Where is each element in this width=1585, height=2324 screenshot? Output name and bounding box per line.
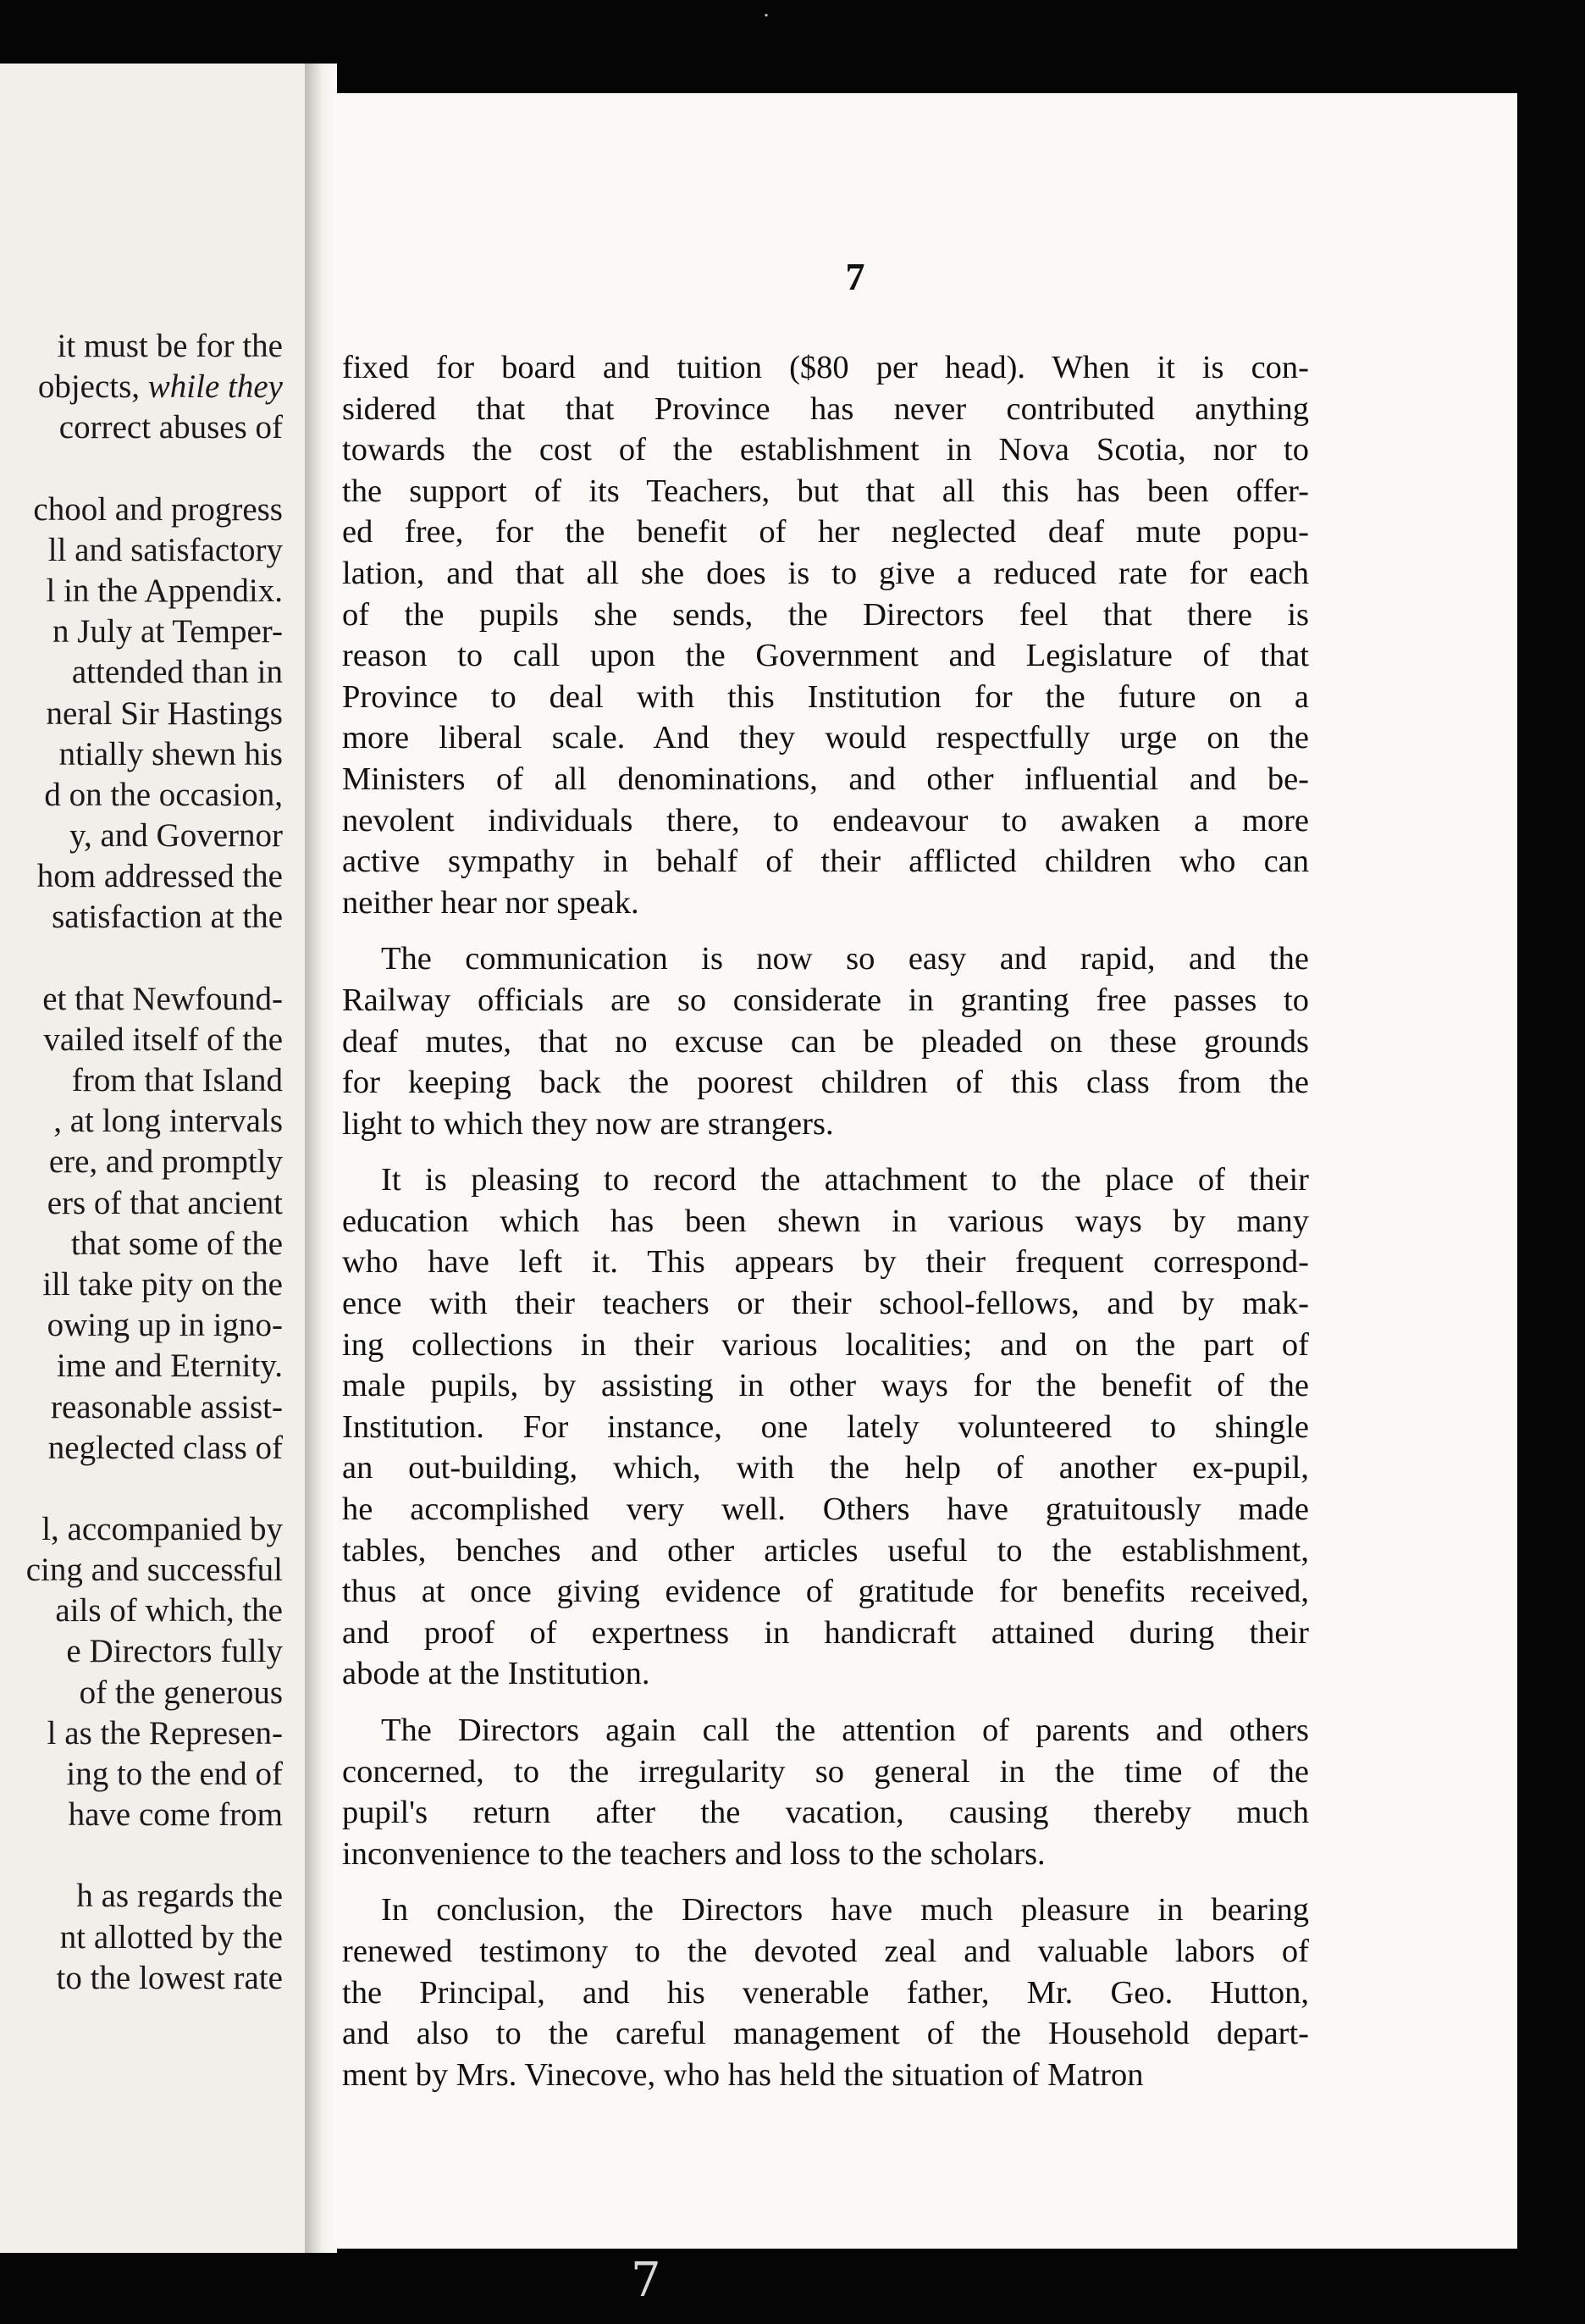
left-page-line: ing to the end of [66, 1756, 283, 1792]
left-page-line: neral Sir Hastings [46, 694, 283, 732]
text-line: ment by Mrs. Vinecove, who has held the situation of Matron [342, 2056, 1144, 2093]
paragraph-gap [342, 1874, 1309, 1890]
text-line: It is pleasing to record the attachment to the place of their [381, 1162, 1309, 1198]
left-page-line: vailed itself of the [43, 1021, 283, 1058]
left-page-line: have come from [68, 1796, 283, 1834]
text-line: more liberal scale. And they would respectfully urge on the [342, 720, 1309, 756]
left-page-line: ill take pity on the [42, 1265, 283, 1303]
left-page-line: owing up in igno- [47, 1307, 283, 1344]
left-page-line: ntially shewn his [58, 735, 283, 772]
text-line: lation, and that all she does is to give a reduced rate for each [342, 555, 1309, 591]
left-page-line: ails of which, the [55, 1592, 283, 1630]
left-page-line: n July at Temper- [52, 613, 283, 650]
left-page-line: reasonable assist- [51, 1388, 283, 1425]
left-page-line: ll and satisfactory [47, 531, 283, 568]
text-line: pupil's return after the vacation, causing thereby much [342, 1795, 1309, 1831]
bottom-page-mark: 7 [631, 2253, 661, 2308]
paragraph-gap [342, 1695, 1309, 1710]
text-line: Institution. For instance, one lately volunteered to shingle [342, 1408, 1309, 1445]
text-line: abode at the Institution. [342, 1656, 650, 1692]
text-line: Province to deal with this Institution for the future on a [342, 678, 1309, 715]
left-page-line: that some of the [70, 1225, 283, 1262]
text-line: active sympathy in behalf of their afflicted children who can [342, 844, 1309, 880]
text-line: ed free, for the benefit of her neglected deaf mute popu- [342, 514, 1309, 551]
left-page-line: l in the Appendix. [46, 572, 283, 609]
body-text [342, 347, 1309, 2095]
text-line: the support of its Teachers, but that all this has been offer- [342, 473, 1309, 509]
left-page-line: h as regards the [76, 1878, 283, 1915]
paragraph-gap [342, 1144, 1309, 1159]
left-page-line [0, 449, 283, 490]
left-page-line: correct abuses of [58, 409, 283, 446]
text-line: the Principal, and his venerable father, Mr. Geo. Hutton, [342, 1974, 1309, 2011]
text-line: tables, benches and other articles useful to the establishment, [342, 1532, 1309, 1569]
left-page-line: d on the occasion, [44, 776, 283, 813]
paragraph-gap [342, 923, 1309, 938]
left-page-line: , at long intervals [53, 1103, 283, 1140]
left-page-line: y, and Governor [69, 817, 283, 855]
text-line: neither hear nor speak. [342, 884, 639, 921]
left-page-line: hom addressed the [36, 858, 283, 895]
text-line: thus at once giving evidence of gratitude for benefits received, [342, 1574, 1309, 1610]
left-page-line: it must be for the [57, 328, 283, 364]
text-line: ing collections in their various localities; and on the part of [342, 1326, 1309, 1363]
text-line: In conclusion, the Directors have much pleasure in bearing [381, 1892, 1309, 1928]
text-line: Ministers of all denominations, and other influential and be- [342, 761, 1309, 797]
text-line: nevolent individuals there, to endeavour to awaken a more [342, 802, 1309, 838]
left-page-line [0, 1469, 283, 1509]
right-page [335, 93, 1517, 2249]
text-line: and also to the careful management of the Household depart- [342, 2016, 1309, 2052]
text-line: fixed for board and tuition ($80 per head). When it is con- [342, 350, 1309, 385]
left-page-line: et that Newfound- [42, 980, 283, 1017]
left-page-line [0, 938, 283, 979]
left-page-line: attended than in [71, 654, 283, 691]
text-line: education which has been shewn in various ways by many [342, 1203, 1309, 1239]
left-page-line: l, accompanied by [41, 1510, 283, 1547]
text-line: for keeping back the poorest children of this class from the [342, 1065, 1309, 1101]
text-line: light to which they now are strangers. [342, 1105, 834, 1142]
left-page-line: chool and progress [33, 490, 283, 528]
text-line: renewed testimony to the devoted zeal and valuable labors of [342, 1933, 1309, 1969]
text-line: The Directors again call the attention of parents and others [381, 1713, 1309, 1748]
text-line: an out-building, which, with the help of another ex-pupil, [342, 1450, 1309, 1486]
left-page-line: ime and Eternity. [56, 1347, 283, 1385]
left-page-line: l as the Represen- [47, 1714, 283, 1751]
text-line: he accomplished very well. Others have gratuitously made [342, 1491, 1309, 1528]
text-line: ence with their teachers or their school-fellows, and by mak- [342, 1286, 1309, 1322]
left-page-line: e Directors fully [66, 1633, 283, 1670]
page-number: 7 [845, 255, 865, 298]
text-line: deaf mutes, that no excuse can be pleaded on these grounds [342, 1023, 1309, 1060]
text-line: male pupils, by assisting in other ways for the benefit of the [342, 1368, 1309, 1404]
left-page-line: ere, and promptly [48, 1143, 283, 1181]
left-page-line [0, 1835, 283, 1876]
left-page-line: to the lowest rate [56, 1959, 283, 1996]
text-line: The communication is now so easy and rapid, and the [381, 941, 1309, 977]
left-page-line: satisfaction at the [52, 899, 283, 936]
left-page-line: of the generous [79, 1674, 283, 1711]
text-line: who have left it. This appears by their frequent correspond- [342, 1244, 1309, 1281]
text-line: towards the cost of the establishment in Nova Scotia, nor to [342, 432, 1309, 468]
scan-speck: ˙ [762, 8, 770, 36]
left-page-line: ers of that ancient [47, 1184, 283, 1221]
left-page-line: neglected class of [47, 1429, 283, 1466]
text-line: sidered that that Province has never contributed anything [342, 390, 1309, 427]
left-page-line: cing and successful [25, 1552, 283, 1589]
left-page-line: nt allotted by the [59, 1918, 283, 1956]
text-line: Railway officials are so considerate in granting free passes to [342, 982, 1309, 1018]
text-line: and proof of expertness in handicraft attained during their [342, 1614, 1309, 1651]
book-gutter [305, 64, 337, 2253]
text-line: of the pupils she sends, the Directors feel that there is [342, 596, 1309, 633]
left-page-line: objects, while they [37, 368, 283, 406]
left-page-text [0, 326, 283, 1999]
left-page-line: from that Island [71, 1062, 283, 1098]
text-line: inconvenience to the teachers and loss to the scholars. [342, 1835, 1046, 1872]
left-page [0, 64, 307, 2253]
text-line: reason to call upon the Government and Legislature of that [342, 638, 1309, 674]
text-line: concerned, to the irregularity so general in the time of the [342, 1753, 1309, 1790]
